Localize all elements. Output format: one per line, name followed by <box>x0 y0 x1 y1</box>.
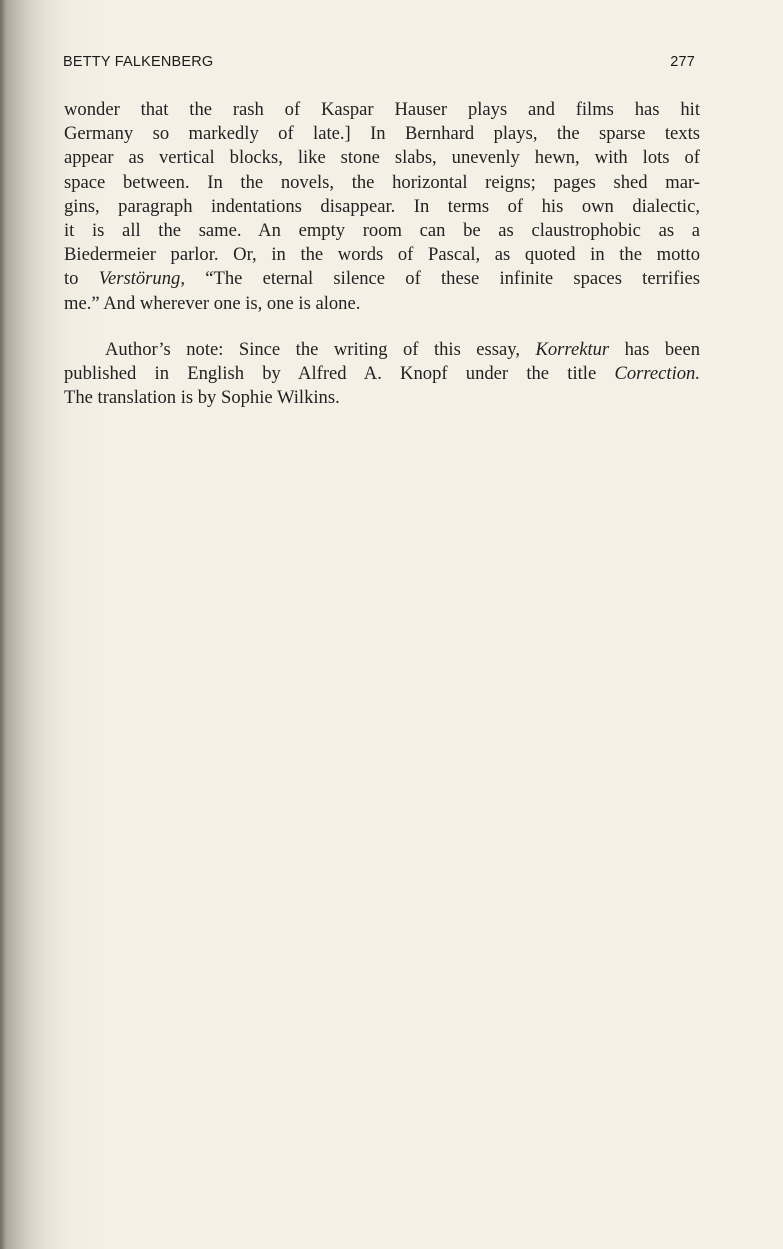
text-line: Germany so markedly of late.] In Bernhard plays, the sparse texts <box>64 123 700 145</box>
text-line <box>64 267 700 291</box>
paragraph-1 <box>64 98 700 316</box>
text-line: Biedermeier parlor. Or, in the words of Pascal, as quoted in the motto <box>64 244 700 266</box>
running-head-author: BETTY FALKENBERG <box>63 54 214 70</box>
page-number: 277 <box>670 54 695 70</box>
text-fragment: has been <box>609 338 700 360</box>
text-fragment: Author’s note: Since the writing of this essay, <box>105 338 536 360</box>
italic-title-correction: Correction. <box>614 362 700 384</box>
running-head <box>63 54 695 74</box>
text-fragment: to <box>64 268 99 290</box>
italic-title-verstorung: Verstörung, <box>98 268 185 290</box>
text-line: me.” And wherever one is, one is alone. <box>64 292 361 314</box>
text-line: The translation is by Sophie Wilkins. <box>64 387 340 409</box>
page-gutter-shadow <box>0 0 6 1249</box>
text-line: wonder that the rash of Kaspar Hauser plays and films has hit <box>64 99 700 120</box>
paragraph-gap <box>64 316 700 338</box>
paragraph-authors-note <box>64 338 700 411</box>
text-line <box>64 362 700 386</box>
text-line: gins, paragraph indentations disappear. In terms of his own dialectic, <box>64 195 700 217</box>
text-fragment: “The eternal silence of these infinite spaces terrifies <box>184 268 700 290</box>
text-line: appear as vertical blocks, like stone slabs, unevenly hewn, with lots of <box>64 147 700 169</box>
text-line <box>64 338 700 362</box>
italic-title-korrektur: Korrektur <box>535 338 610 360</box>
body-text <box>64 98 700 410</box>
text-line: space between. In the novels, the horizontal reigns; pages shed mar- <box>64 171 700 193</box>
text-line: it is all the same. An empty room can be as claustrophobic as a <box>64 219 700 241</box>
text-fragment: published in English by Alfred A. Knopf under the title <box>64 362 615 384</box>
